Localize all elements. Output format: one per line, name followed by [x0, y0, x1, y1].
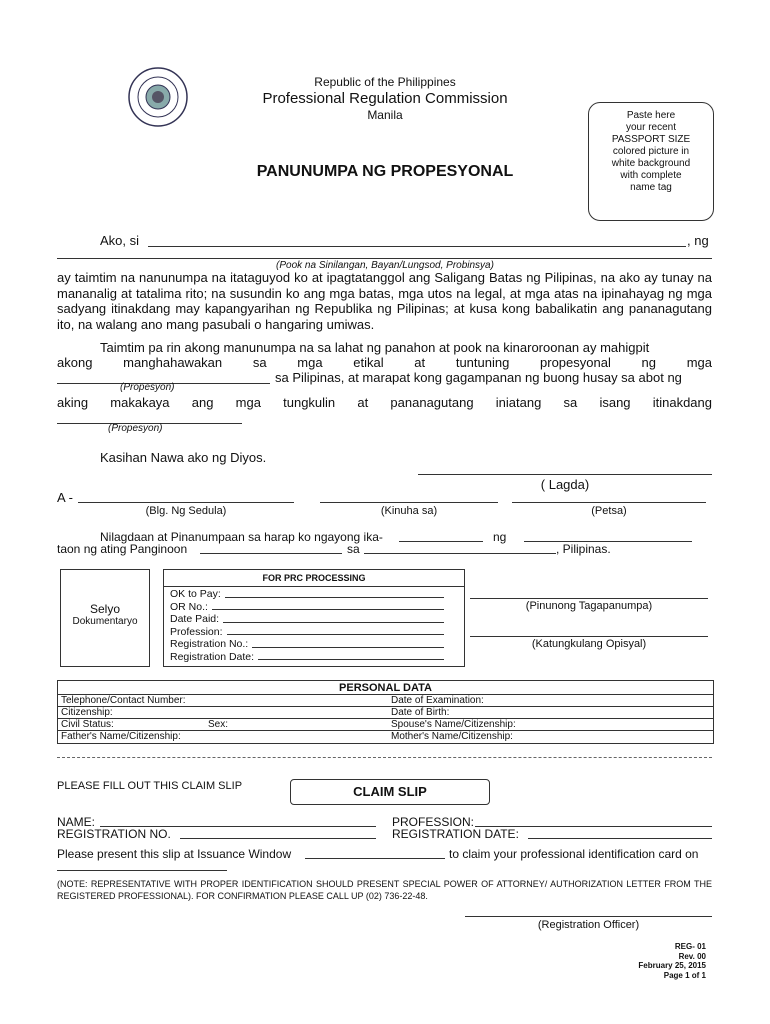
name-field[interactable]: [148, 246, 686, 247]
claim-name-label: NAME:: [57, 815, 96, 829]
profession-caption-1: (Propesyon): [120, 382, 175, 393]
processing-field[interactable]: [170, 613, 458, 626]
form-footer: [638, 942, 706, 980]
claim-regno-field[interactable]: [180, 838, 376, 839]
personal-data-label: Sex:: [208, 719, 229, 730]
signature-field[interactable]: [418, 474, 712, 475]
issuance-window-field[interactable]: [305, 858, 445, 859]
personal-data-row: [58, 730, 713, 743]
processing-field-line[interactable]: [227, 626, 444, 636]
personal-data-label: Date of Examination:: [391, 695, 484, 706]
claim-regno-label: REGISTRATION NO.: [57, 827, 171, 841]
oath-p2-line1: Taimtim pa rin akong manunumpa na sa lahat ng panahon at pook na kinaroroonan ay mahigpit: [100, 340, 650, 355]
city-text: Manila: [367, 108, 403, 122]
processing-field-label: Profession:: [170, 625, 223, 638]
agency-name: Professional Regulation Commission: [262, 90, 508, 107]
personal-data-label: Telephone/Contact Number:: [61, 695, 186, 706]
form-revision: Rev. 00: [678, 951, 706, 961]
present-text-b: to claim your professional identification card on: [449, 847, 699, 861]
processing-field-label: Date Paid:: [170, 613, 220, 625]
claim-date-field[interactable]: [57, 870, 227, 871]
registration-officer-caption: (Registration Officer): [537, 919, 640, 931]
photo-instruction-line: white background: [611, 158, 691, 169]
present-text-a: Please present this slip at Issuance Window: [57, 847, 292, 861]
sworn-line2: taon ng ating Panginoon: [57, 542, 188, 556]
prc-seal-logo: [128, 66, 188, 128]
processing-field[interactable]: [170, 626, 458, 639]
sworn-sa: sa: [347, 542, 360, 556]
petsa-field[interactable]: [512, 502, 706, 503]
profession-caption-2: (Propesyon): [108, 423, 163, 434]
personal-data-label: Father's Name/Citizenship:: [61, 731, 181, 742]
processing-field[interactable]: [170, 651, 458, 664]
processing-field-label: Registration No.:: [170, 638, 249, 650]
photo-instruction-line: with complete: [620, 170, 682, 181]
dokumentaryo-label: Dokumentaryo: [72, 616, 138, 627]
photo-box[interactable]: [588, 102, 714, 221]
sedula-field[interactable]: [78, 502, 294, 503]
birthplace-field[interactable]: [57, 258, 712, 259]
photo-instruction-line: your recent: [625, 122, 677, 133]
processing-field-line[interactable]: [258, 651, 444, 661]
oath-paragraph-1: ay taimtim na nanunumpa na itataguyod ko at ipagtatanggol ang Saligang Batas ng Pilipinas, na ako ay tunay na mananalig at tatalima rito; na susundin ko ang mga batas, mga utos na legal, at mga atas na ipinahayag ng mga sadyang itinakdang may kapangyarihan ng Republika ng Pilipinas; at kusa kong babalikatin ang pananagutang ito, na walang ano mang pasubali o hangaring umiwas.: [57, 270, 712, 332]
photo-instruction-line: name tag: [630, 182, 672, 193]
selyo-box: [60, 569, 150, 667]
administering-caption: (Pinunong Tagapanumpa): [525, 600, 653, 612]
claim-profession-label: PROFESSION:: [392, 815, 475, 829]
signature-caption: ( Lagda): [540, 477, 590, 492]
processing-field-label: OR No.:: [170, 600, 208, 613]
cut-line: [57, 757, 712, 758]
processing-field-line[interactable]: [212, 601, 444, 611]
sworn-ng: ng: [493, 530, 507, 544]
ako-si-label: Ako, si: [100, 233, 140, 248]
selyo-label: Selyo: [89, 602, 121, 616]
processing-field-label: Registration Date:: [170, 650, 255, 663]
processing-field[interactable]: [170, 601, 458, 614]
birthplace-caption: (Pook na Sinilangan, Bayan/Lungsod, Probinsya): [276, 260, 494, 271]
ng-label: , ng: [687, 233, 709, 248]
personal-data-table: [57, 680, 714, 744]
day-field[interactable]: [399, 541, 483, 542]
kinuha-caption: (Kinuha sa): [380, 505, 438, 517]
personal-data-label: Civil Status:: [61, 719, 114, 730]
administering-officer-field[interactable]: [470, 598, 708, 599]
personal-data-title: PERSONAL DATA: [339, 682, 432, 694]
personal-data-label: Mother's Name/Citizenship:: [391, 731, 513, 742]
prc-processing-box: [163, 569, 465, 667]
personal-data-label: Spouse's Name/Citizenship:: [391, 719, 516, 730]
oath-p2-line2: akong manghahawakan sa mga etikal at tuntuning propesyonal ng mga: [57, 355, 712, 370]
page-number: Page 1 of 1: [663, 970, 706, 980]
personal-data-label: Date of Birth:: [391, 707, 450, 718]
registration-officer-field[interactable]: [465, 916, 712, 917]
processing-field[interactable]: [170, 588, 458, 601]
photo-instruction-line: colored picture in: [612, 146, 690, 157]
processing-field-line[interactable]: [225, 588, 444, 598]
claim-note: (NOTE: REPRESENTATIVE WITH PROPER IDENTIFICATION SHOULD PRESENT SPECIAL POWER OF ATTORNEY/ AUTHORIZATION LETTER FROM THE REGISTERED PROFESSIONAL). FOR CONFIRMATION PLEASE CALL UP (02) 736-22-48.: [57, 879, 712, 901]
claim-instruction: PLEASE FILL OUT THIS CLAIM SLIP: [57, 780, 243, 792]
closing-text: Kasihan Nawa ako ng Diyos.: [100, 450, 267, 465]
claim-regdate-field[interactable]: [528, 838, 712, 839]
form-code: REG- 01: [674, 942, 706, 951]
sworn-line1: Nilagdaan at Pinanumpaan sa harap ko ngayong ika-: [100, 530, 383, 544]
claim-slip-title: CLAIM SLIP: [290, 779, 490, 805]
a-prefix: A -: [57, 490, 73, 505]
processing-field-label: OK to Pay:: [170, 588, 221, 600]
claim-regdate-label: REGISTRATION DATE:: [392, 827, 519, 841]
place-field[interactable]: [364, 553, 556, 554]
official-caption: (Katungkulang Opisyal): [531, 638, 647, 650]
oath-p2-line4: aking makakaya ang mga tungkulin at pananagutang iniatang sa isang itinakdang: [57, 395, 712, 410]
sworn-end: , Pilipinas.: [556, 542, 611, 556]
page-title: PANUNUMPA NG PROPESYONAL: [256, 163, 514, 180]
sedula-caption: (Blg. Ng Sedula): [145, 505, 227, 517]
form-date: February 25, 2015: [638, 961, 706, 970]
official-field[interactable]: [470, 636, 708, 637]
year-field[interactable]: [200, 553, 342, 554]
petsa-caption: (Petsa): [591, 505, 627, 517]
oath-p2-line3: sa Pilipinas, at marapat kong gagampanan ng buong husay sa abot ng: [275, 370, 682, 385]
photo-instruction-line: Paste here: [626, 110, 676, 121]
processing-field-line[interactable]: [223, 613, 444, 623]
kinuha-field[interactable]: [320, 502, 498, 503]
photo-instruction-line: PASSPORT SIZE: [611, 134, 691, 145]
processing-title: FOR PRC PROCESSING: [164, 570, 464, 587]
personal-data-label: Citizenship:: [61, 707, 113, 718]
republic-text: Republic of the Philippines: [314, 75, 456, 89]
processing-field-line[interactable]: [252, 638, 444, 648]
processing-field[interactable]: [170, 638, 458, 651]
